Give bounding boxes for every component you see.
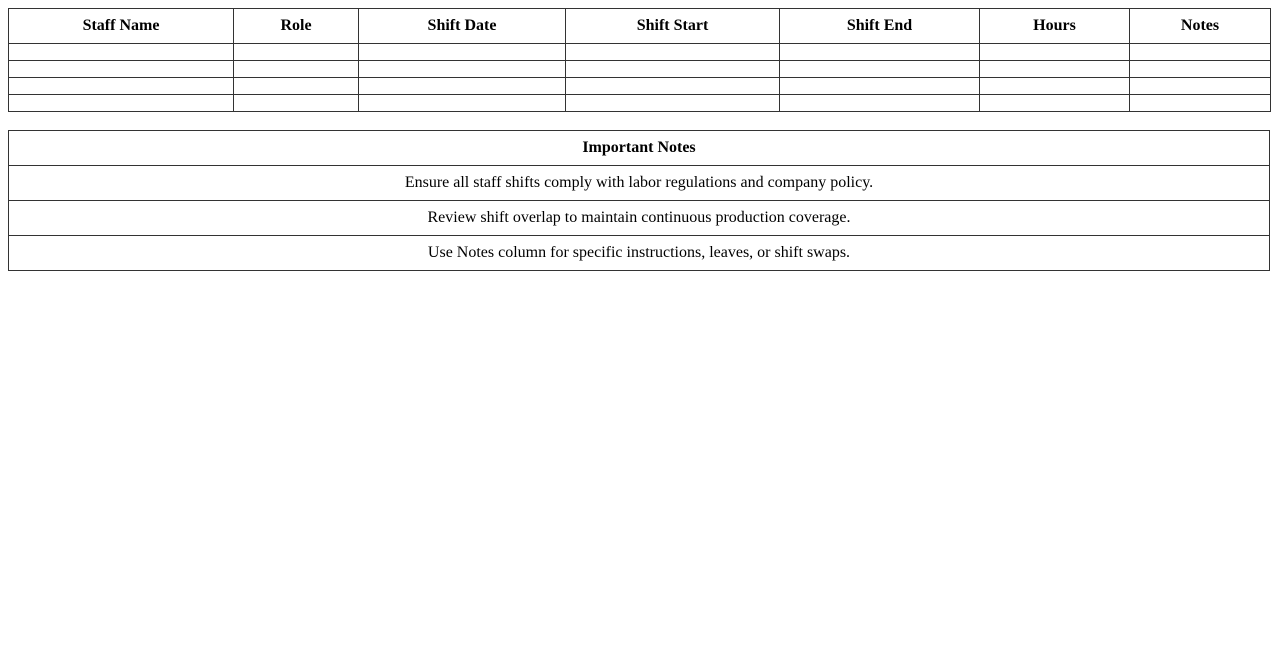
cell-shift-date[interactable] (359, 61, 566, 78)
cell-shift-date[interactable] (359, 78, 566, 95)
note-item: Ensure all staff shifts comply with labor regulations and company policy. (9, 166, 1270, 201)
cell-role[interactable] (234, 61, 359, 78)
cell-shift-start[interactable] (566, 44, 780, 61)
cell-hours[interactable] (980, 61, 1130, 78)
cell-shift-start[interactable] (566, 95, 780, 112)
note-item: Review shift overlap to maintain continuous production coverage. (9, 201, 1270, 236)
note-row (9, 166, 1270, 201)
table-row (9, 61, 1271, 78)
cell-role[interactable] (234, 78, 359, 95)
cell-notes[interactable] (1130, 44, 1271, 61)
cell-role[interactable] (234, 44, 359, 61)
note-row (9, 236, 1270, 271)
cell-shift-start[interactable] (566, 78, 780, 95)
staff-schedule-table (8, 8, 1271, 112)
header-shift-date: Shift Date (359, 9, 566, 44)
cell-shift-end[interactable] (780, 61, 980, 78)
cell-shift-end[interactable] (780, 95, 980, 112)
cell-hours[interactable] (980, 95, 1130, 112)
notes-header-row (9, 131, 1270, 166)
cell-shift-date[interactable] (359, 44, 566, 61)
header-shift-start: Shift Start (566, 9, 780, 44)
table-row (9, 78, 1271, 95)
header-shift-end: Shift End (780, 9, 980, 44)
important-notes-table (8, 130, 1270, 271)
cell-shift-end[interactable] (780, 78, 980, 95)
header-role: Role (234, 9, 359, 44)
cell-staff-name[interactable] (9, 78, 234, 95)
cell-notes[interactable] (1130, 78, 1271, 95)
cell-staff-name[interactable] (9, 44, 234, 61)
cell-staff-name[interactable] (9, 61, 234, 78)
header-staff-name: Staff Name (9, 9, 234, 44)
note-item: Use Notes column for specific instructions, leaves, or shift swaps. (9, 236, 1270, 271)
cell-hours[interactable] (980, 44, 1130, 61)
header-row (9, 9, 1271, 44)
cell-notes[interactable] (1130, 95, 1271, 112)
notes-title: Important Notes (9, 131, 1270, 166)
header-hours: Hours (980, 9, 1130, 44)
table-row (9, 95, 1271, 112)
cell-role[interactable] (234, 95, 359, 112)
cell-shift-end[interactable] (780, 44, 980, 61)
note-row (9, 201, 1270, 236)
cell-notes[interactable] (1130, 61, 1271, 78)
cell-hours[interactable] (980, 78, 1130, 95)
cell-staff-name[interactable] (9, 95, 234, 112)
table-row (9, 44, 1271, 61)
cell-shift-date[interactable] (359, 95, 566, 112)
header-notes: Notes (1130, 9, 1271, 44)
cell-shift-start[interactable] (566, 61, 780, 78)
